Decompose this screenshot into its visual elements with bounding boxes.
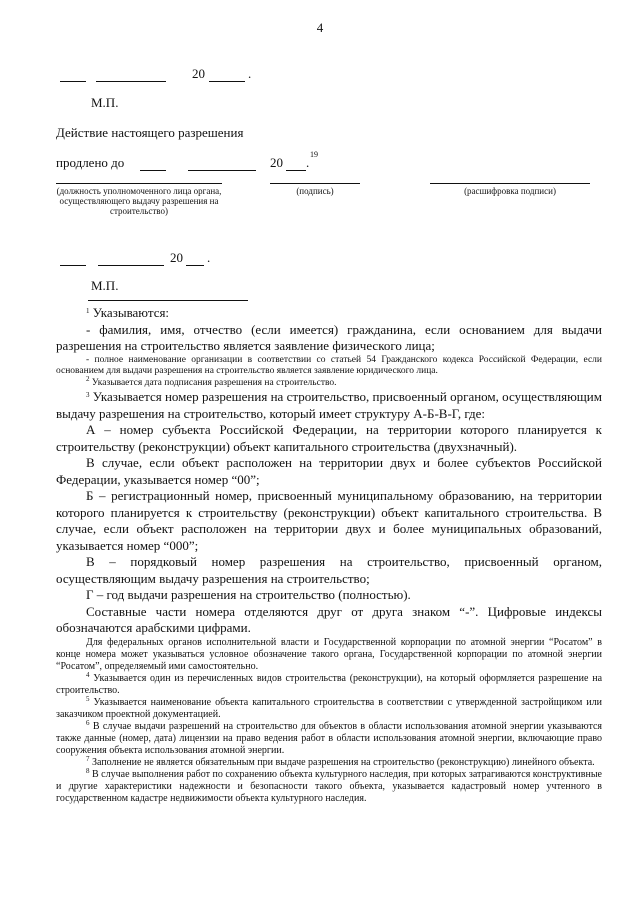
footnote-3-f: Для федеральных органов исполнительной власти и Государственной корпорации по атомной энергии “Росатом” в конце номера может указываться условное обозначение такого органа, Государственной корпорации по атомной энергии “Росатом”, определяемый ими самостоятельно. [56,636,602,672]
sig-signature-line [270,183,360,184]
sig-decoding-caption: (расшифровка подписи) [464,186,556,196]
stamp-place-label: М.П. [91,95,119,110]
ext-period: . [306,155,310,170]
extension-title: Действие настоящего разрешения [56,125,244,140]
footnote-3-c: В – порядковый номер разрешения на строительство, присвоенный органом, осуществляющим выдачу разрешения на строительство; [56,554,602,586]
date2-year-label: 20 [170,250,183,265]
sig-decoding-line [430,183,590,184]
footnote-3-a: А – номер субъекта Российской Федерации, на территории которого планируется к строительству (реконструкции) объект капитального строительства (двухзначный). [56,422,602,454]
extended-until-label: продлено до [56,155,125,170]
footnote-8: $^8$ В случае выполнения работ по сохранению объекта культурного наследия, при которых затрагиваются конструктивные и другие характеристики надежности и безопасности такого объекта, указывается кадастровый номер учтенного в государственном кадастре недвижимости объекта культурного наследия. [56,766,602,804]
ext-year-label: 20 [270,155,283,170]
footnote-3-e: Составные части номера отделяются друг от друга знаком “-”. Цифровые индексы обозначаются арабскими цифрами. [56,603,602,635]
date2-year-line [186,265,204,266]
date-month-line [96,81,166,82]
ext-day-line [140,170,166,171]
footnote-3: $^3$ Указывается номер разрешения на строительство, присвоенный органом, осуществляющим выдачу разрешения на строительство, который имеет структуру А-Б-В-Г, где: [56,389,602,421]
footnote-5: $^5$ Указывается наименование объекта капитального строительства в соответствии с утвержденной застройщиком или заказчиком проектной документацией. [56,694,603,720]
ext-month-line [188,170,256,171]
ext-year-line [286,170,306,171]
footnote-3-a2: В случае, если объект расположен на территории двух и более субъектов Российской Федерации, указывается номер “00”; [56,455,602,487]
footnote-1-head: $^1$ Указываются: [86,305,170,320]
sig-position-line [56,183,222,184]
date2-day-line [60,265,86,266]
footnote-6: $^6$ В случае выдачи разрешений на строительство для объектов в области использования атомной энергии указываются также данные (номер, дата) лицензии на право ведения работ в области использования атомной энергии, включающие право сооружения объекта использования атомной энергии. [56,718,602,756]
date-day-line [60,81,86,82]
footnote-1-a: - фамилия, имя, отчество (если имеется) гражданина, если основанием для выдачи разрешения на строительство является заявление физического лица; [56,321,602,353]
sig-signature-caption: (подпись) [296,186,334,196]
sig-position-caption: (должность уполномоченного лица органа, осуществляющего выдачу разрешения на строительство) [56,186,222,216]
footnote-4: $^4$ Указывается один из перечисленных видов строительства (реконструкции), на который оформляется разрешение на строительство. [56,670,603,696]
footnote-ref-19: 19 [310,150,318,159]
footnote-separator [88,300,248,301]
footnote-2: $^2$ Указывается дата подписания разрешения на строительство. [86,374,337,388]
date-period: . [248,66,252,81]
footnote-3-b: Б – регистрационный номер, присвоенный муниципальному образованию, на территории которого планируется к строительству (реконструкции) объект капитального строительства. В случае, если объект расположен на территории двух и более муниципальных образований, указывается номер “000”; [56,488,602,553]
date-year-line [209,81,245,82]
footnote-7: $^7$ Заполнение не является обязательным при выдаче разрешения на строительство (реконструкцию) линейного объекта. [86,754,595,768]
footnote-3-d: Г – год выдачи разрешения на строительство (полностью). [86,587,411,602]
stamp-place-label-2: М.П. [91,278,119,293]
date2-period: . [207,250,211,265]
date2-month-line [98,265,164,266]
date-year-label: 20 [192,66,205,81]
page-number: 4 [316,20,324,35]
footnotes [56,305,602,805]
footnote-1-b: - полное наименование организации в соответствии со статьей 54 Гражданского кодекса Российской Федерации, если основанием для выдачи разрешения на строительство является заявление юридического лица. [56,354,602,376]
